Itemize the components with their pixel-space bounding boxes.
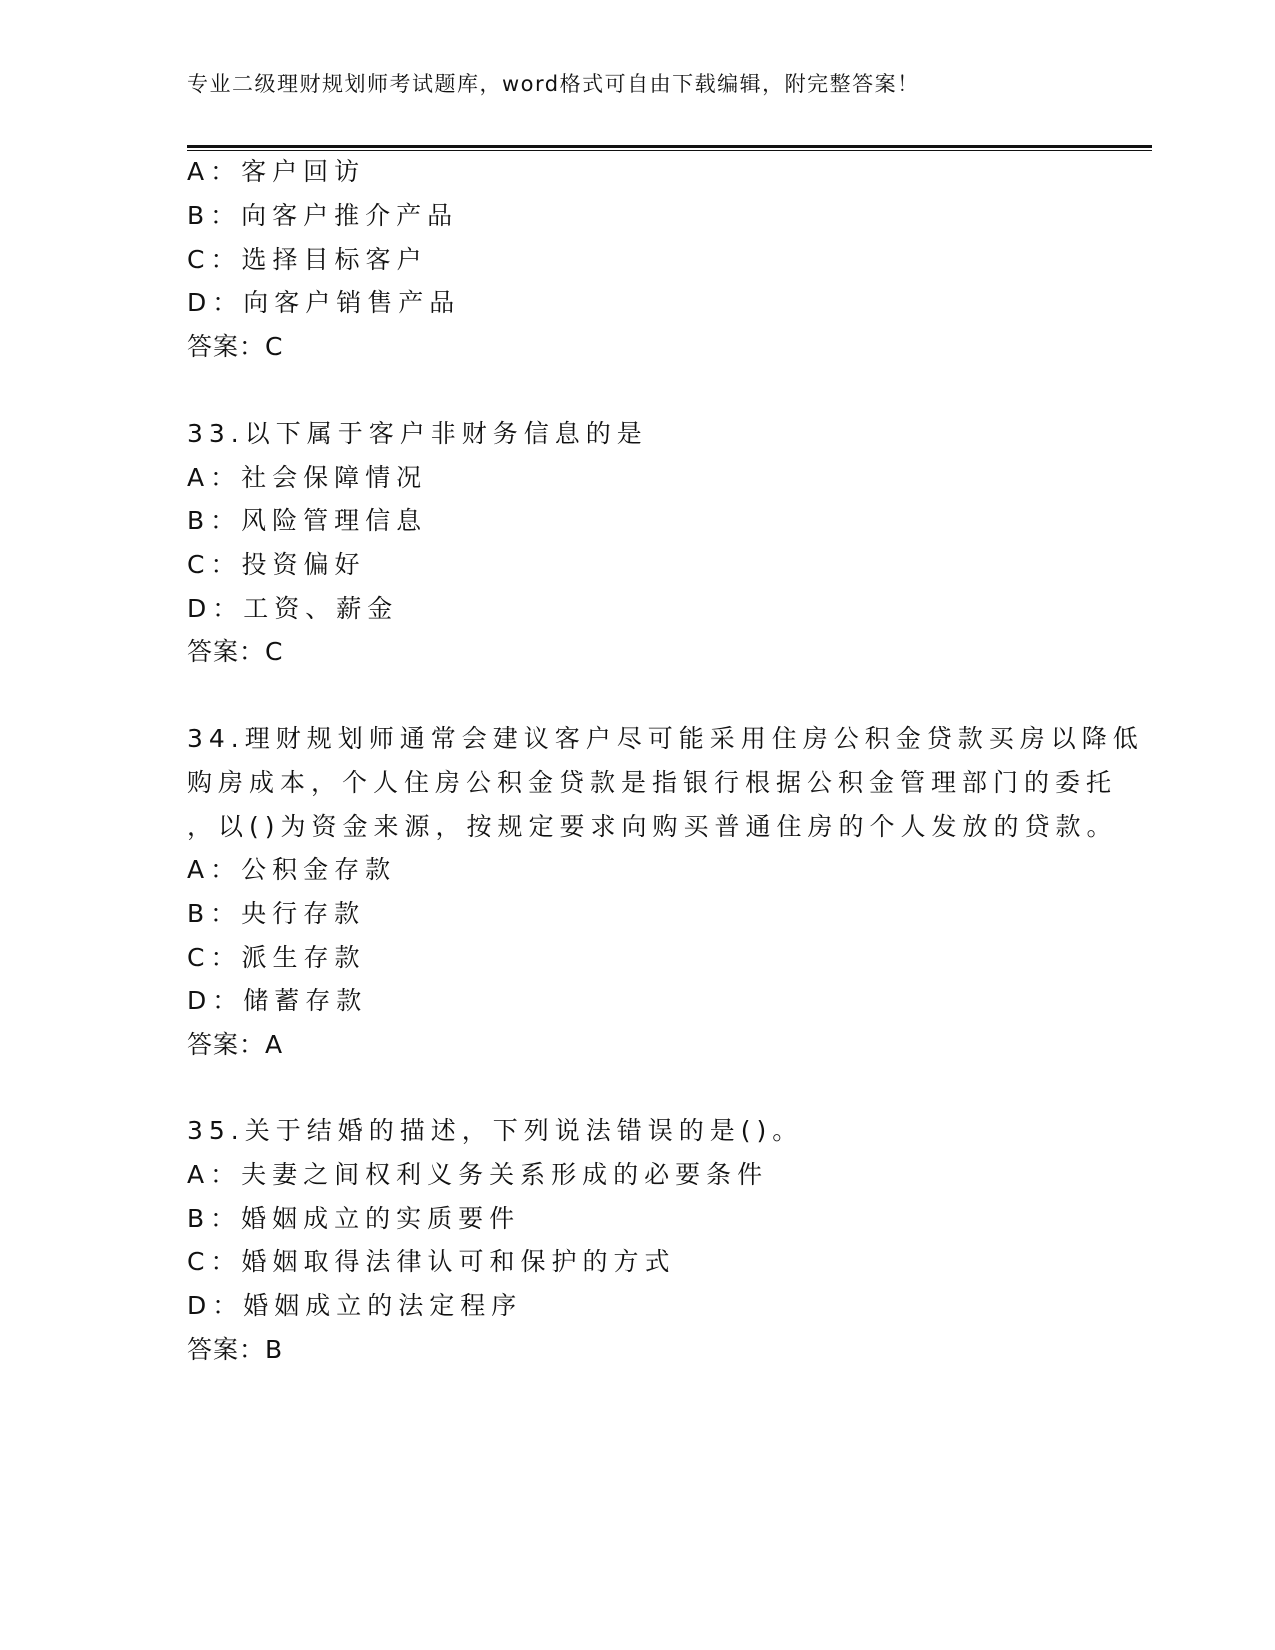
question-34-stem-line-3: ，以()为资金来源，按规定要求向购买普通住房的个人发放的贷款。	[187, 812, 1118, 841]
previous-answer: 答案：C	[187, 332, 284, 361]
question-33-stem: 33.以下属于客户非财务信息的是	[187, 419, 648, 448]
question-34-option-a: A：公积金存款	[187, 855, 397, 884]
previous-option-a: A：客户回访	[187, 157, 366, 186]
question-35-option-a: A：夫妻之间权利义务关系形成的必要条件	[187, 1160, 769, 1189]
question-33-option-a: A：社会保障情况	[187, 463, 428, 492]
question-33-answer: 答案：C	[187, 637, 284, 666]
question-35-option-c: C：婚姻取得法律认可和保护的方式	[187, 1247, 676, 1276]
question-35-option-d: D：婚姻成立的法定程序	[187, 1291, 523, 1320]
question-34-option-d: D：储蓄存款	[187, 986, 368, 1015]
question-34-answer: 答案：A	[187, 1030, 284, 1059]
question-34-option-c: C：派生存款	[187, 943, 366, 972]
previous-option-d: D：向客户销售产品	[187, 288, 461, 317]
question-33-option-d: D：工资、薪金	[187, 594, 399, 623]
header-divider-thin	[187, 150, 1152, 151]
question-33-option-c: C：投资偏好	[187, 550, 366, 579]
previous-option-b: B：向客户推介产品	[187, 201, 459, 230]
question-34-stem-line-1: 34.理财规划师通常会建议客户尽可能采用住房公积金贷款买房以降低	[187, 724, 1144, 753]
question-34-option-b: B：央行存款	[187, 899, 366, 928]
question-35-stem: 35.关于结婚的描述，下列说法错误的是()。	[187, 1116, 804, 1145]
page-header: 专业二级理财规划师考试题库，word格式可自由下载编辑，附完整答案！	[187, 72, 920, 96]
question-35-answer: 答案：B	[187, 1335, 284, 1364]
question-34-stem-line-2: 购房成本，个人住房公积金贷款是指银行根据公积金管理部门的委托	[187, 768, 1118, 797]
previous-option-c: C：选择目标客户	[187, 245, 428, 274]
question-33-option-b: B：风险管理信息	[187, 506, 428, 535]
question-35-option-b: B：婚姻成立的实质要件	[187, 1204, 521, 1233]
header-divider	[187, 145, 1152, 148]
